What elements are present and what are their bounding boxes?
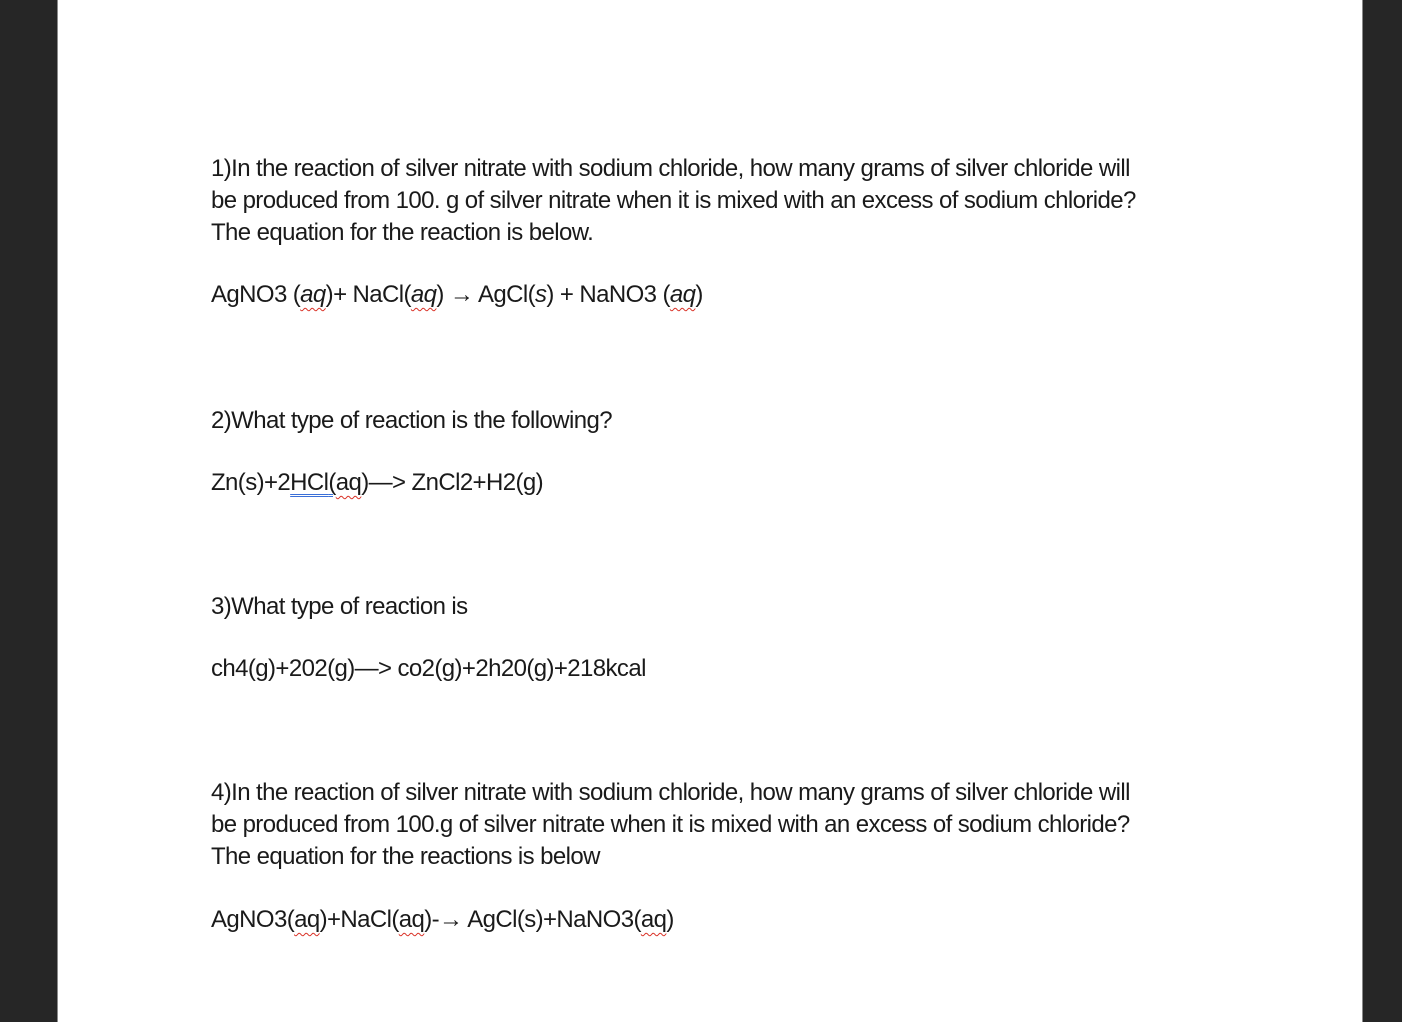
q1-eq-solid: s <box>535 281 547 308</box>
q2-eq-part: )—> ZnCl2+H2(g) <box>361 469 543 496</box>
q3-equation: ch4(g)+202(g)—> co2(g)+2h20(g)+218kcal <box>211 655 646 682</box>
q4-line-3: The equation for the reactions is below <box>211 843 600 870</box>
q4-equation <box>211 904 674 936</box>
q4-line-1: 4)In the reaction of silver nitrate with sodium chloride, how many grams of silver chloride will <box>211 779 1130 806</box>
q1-eq-aq-misspelled[interactable]: aq <box>669 281 696 308</box>
q2-eq-aq-misspelled[interactable]: aq <box>335 469 362 496</box>
q2-equation <box>211 467 543 499</box>
q3-line-1: 3)What type of reaction is <box>211 593 468 620</box>
q4-eq-aq-misspelled[interactable]: aq <box>640 906 667 933</box>
q4-eq-part: ) <box>666 906 674 933</box>
q4-eq-part: )-→ AgCl(s)+NaNO3( <box>424 906 641 933</box>
q4-line-2: be produced from 100.g of silver nitrate when it is mixed with an excess of sodium chloride? <box>211 811 1130 838</box>
q4-eq-part: AgNO3( <box>211 906 295 933</box>
q1-eq-aq-misspelled[interactable]: aq <box>410 281 437 308</box>
document-page <box>57 0 1363 1022</box>
q1-line-3: The equation for the reaction is below. <box>211 219 594 246</box>
q1-line-2: be produced from 100. g of silver nitrate when it is mixed with an excess of sodium chloride? <box>211 187 1136 214</box>
q4-eq-aq-misspelled[interactable]: aq <box>294 906 320 933</box>
q1-eq-part: ) → AgCl( <box>436 281 536 308</box>
q2-eq-part: Zn(s)+2 <box>211 469 291 496</box>
q1-eq-part: ) <box>695 281 703 308</box>
q1-eq-part: )+ NaCl( <box>325 281 411 308</box>
q2-eq-hcl-grammar[interactable]: HCl <box>290 469 329 496</box>
q4-eq-part: )+NaCl( <box>319 906 399 933</box>
q1-eq-part: AgNO3 ( <box>211 281 301 308</box>
q2-line-1: 2)What type of reaction is the following? <box>211 407 612 434</box>
q1-line-1: 1)In the reaction of silver nitrate with sodium chloride, how many grams of silver chloride will <box>211 155 1130 182</box>
q4-eq-aq-misspelled[interactable]: aq <box>398 906 425 933</box>
q1-equation <box>211 279 703 311</box>
q1-eq-part: ) + NaNO3 ( <box>546 281 670 308</box>
q1-eq-aq-misspelled[interactable]: aq <box>300 281 326 308</box>
q2-eq-part: ( <box>328 469 336 496</box>
